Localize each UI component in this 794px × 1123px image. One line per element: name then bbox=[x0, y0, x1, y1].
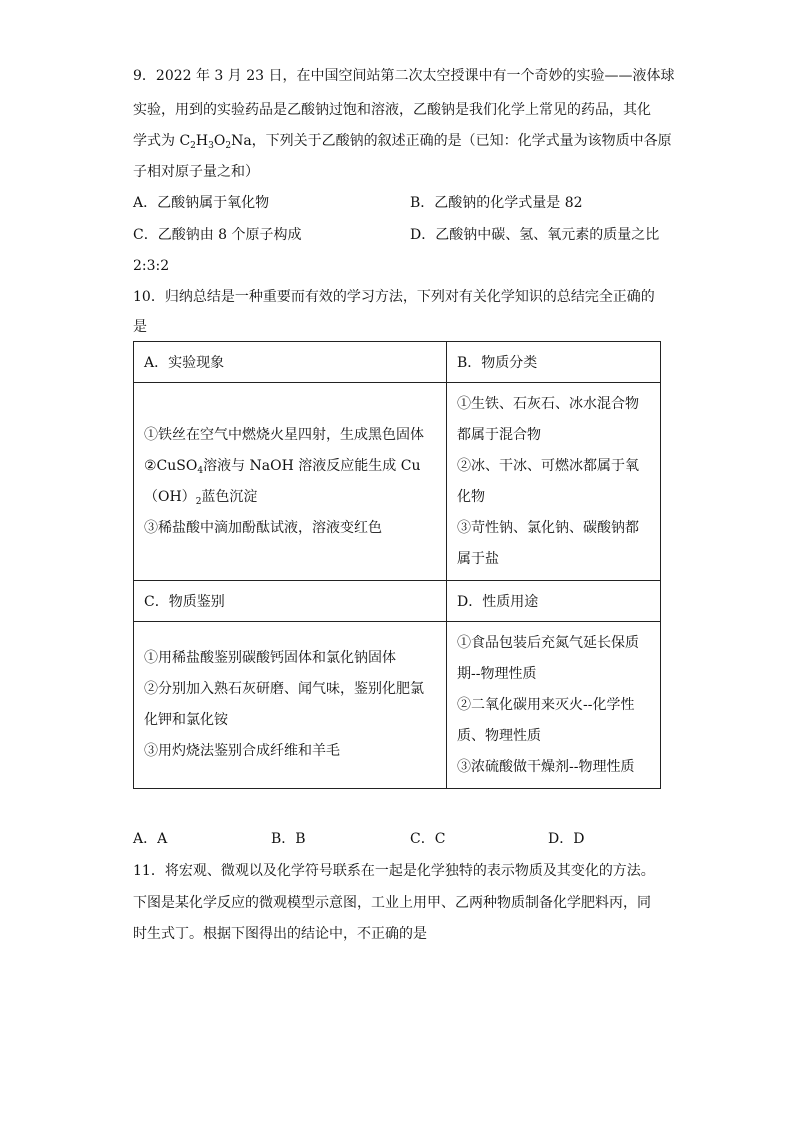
cell-a-header: A．实验现象 bbox=[134, 342, 447, 383]
cell-c-header: C．物质鉴别 bbox=[134, 581, 447, 622]
q9-formula-o: O bbox=[213, 133, 226, 149]
cell-c-line: ②分别加入熟石灰研磨、闻气味，鉴别化肥氯 bbox=[144, 681, 424, 697]
q9-line-4: 子相对原子量之和） bbox=[133, 164, 259, 180]
cell-a-item-2-post: 溶液与 NaOH 溶液反应能生成 Cu bbox=[203, 457, 421, 474]
q10-line-1: 10．归纳总结是一种重要而有效的学习方法，下列对有关化学知识的总结完全正确的 bbox=[133, 289, 655, 305]
cell-a-item-2 bbox=[144, 451, 436, 482]
cell-a-item-2-sub: 4 bbox=[197, 465, 204, 476]
cell-b-line: ②冰、干冰、可燃冰都属于氧 bbox=[457, 457, 639, 474]
cell-b-content bbox=[447, 383, 661, 581]
q10-option-b[interactable]: B．B bbox=[271, 831, 306, 847]
cell-a-content bbox=[134, 383, 447, 581]
q10-option-a[interactable]: A．A bbox=[133, 831, 168, 847]
cell-b-line: 都属于混合物 bbox=[457, 426, 541, 443]
q9-option-a[interactable]: A．乙酸钠属于氧化物 bbox=[133, 195, 270, 211]
cell-a-item-3: ③稀盐酸中滴加酚酞试液，溶液变红色 bbox=[144, 519, 382, 536]
q9-formula-sub: 2 bbox=[225, 141, 232, 151]
q10-option-c[interactable]: C．C bbox=[410, 831, 446, 847]
q9-formula-h: H bbox=[195, 133, 209, 149]
q9-formula-sub: 3 bbox=[208, 141, 214, 151]
cell-a-item-2-continued bbox=[144, 482, 436, 513]
cell-b-line: 化物 bbox=[457, 488, 485, 505]
q10-table bbox=[133, 341, 661, 789]
cell-a-item-2-cont-sub: 2 bbox=[195, 496, 202, 507]
q11-line-1: 11．将宏观、微观以及化学符号联系在一起是化学独特的表示物质及其变化的方法。 bbox=[133, 863, 655, 879]
cell-d-line: ③浓硫酸做干燥剂--物理性质 bbox=[457, 758, 635, 775]
q10-line-2: 是 bbox=[133, 319, 147, 335]
q9-line-3 bbox=[133, 132, 672, 150]
q9-formula-sub: 2 bbox=[190, 141, 196, 151]
q9-formula-pre: 学式为 C bbox=[133, 133, 191, 149]
cell-b-header: B．物质分类 bbox=[447, 342, 661, 383]
q9-option-b[interactable]: B．乙酸钠的化学式量是 82 bbox=[410, 195, 583, 211]
cell-b-line: 属于盐 bbox=[457, 550, 499, 567]
q11-line-3: 时生式丁。根据下图得出的结论中，不正确的是 bbox=[133, 926, 427, 942]
cell-a-item-2-cont-pre: （OH） bbox=[144, 488, 196, 505]
q9-option-d-continued: 2:3:2 bbox=[133, 258, 170, 274]
q9-line-2: 实验，用到的实验药品是乙酸钠过饱和溶液，乙酸钠是我们化学上常见的药品，其化 bbox=[133, 102, 651, 118]
q9-option-c[interactable]: C．乙酸钠由 8 个原子构成 bbox=[133, 227, 302, 243]
cell-d-line: 期--物理性质 bbox=[457, 665, 537, 682]
q9-line-1: 9．2022 年 3 月 23 日，在中国空间站第二次太空授课中有一个奇妙的实验——液体球 bbox=[133, 68, 675, 84]
cell-b-line: ③苛性钠、氯化钠、碳酸钠都 bbox=[457, 519, 639, 536]
cell-b-line: ①生铁、石灰石、冰水混合物 bbox=[457, 395, 639, 412]
cell-d-line: ①食品包装后充氮气延长保质 bbox=[457, 634, 639, 651]
cell-c-line: ③用灼烧法鉴别合成纤维和羊毛 bbox=[144, 743, 340, 759]
cell-d-line: 质、物理性质 bbox=[457, 727, 541, 744]
q9-line-3-text: Na，下列关于乙酸钠的叙述正确的是（已知：化学式量为该物质中各原 bbox=[231, 133, 672, 149]
cell-a-item-2-cont-post: 蓝色沉淀 bbox=[201, 488, 258, 505]
q11-line-2: 下图是某化学反应的微观模型示意图，工业上用甲、乙两种物质制备化学肥料丙，同 bbox=[133, 895, 651, 911]
cell-c-content bbox=[134, 622, 447, 789]
cell-a-item-1: ①铁丝在空气中燃烧火星四射，生成黑色固体 bbox=[144, 426, 424, 443]
cell-d-line: ②二氧化碳用来灭火--化学性 bbox=[457, 696, 635, 713]
cell-d-header: D．性质用途 bbox=[447, 581, 661, 622]
q9-option-d[interactable]: D．乙酸钠中碳、氢、氧元素的质量之比 bbox=[410, 227, 660, 243]
cell-d-content bbox=[447, 622, 661, 789]
q10-option-d[interactable]: D．D bbox=[548, 831, 585, 847]
cell-c-line: ①用稀盐酸鉴别碳酸钙固体和氯化钠固体 bbox=[144, 650, 396, 666]
cell-c-line: 化钾和氯化铵 bbox=[144, 712, 228, 728]
cell-a-item-2-pre: ②CuSO bbox=[144, 457, 198, 474]
